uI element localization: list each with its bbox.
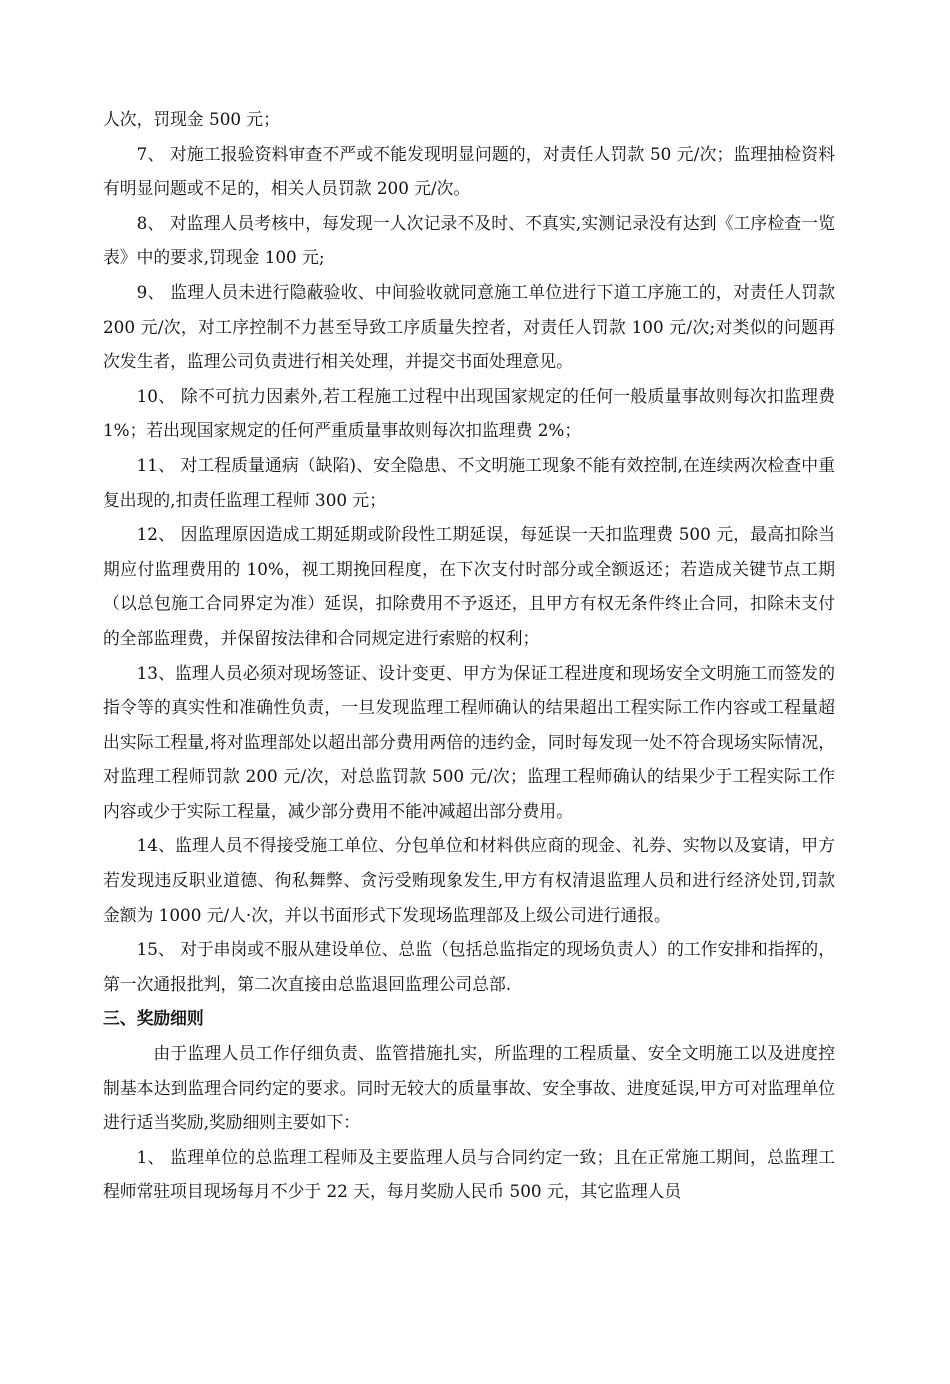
penalty-item-7: 7、 对施工报验资料审查不严或不能发现明显问题的，对责任人罚款 50 元/次；监理抽检资料有明显问题或不足的，相关人员罚款 200 元/次。	[103, 143, 835, 199]
penalty-item-10: 10、 除不可抗力因素外,若工程施工过程中出现国家规定的任何一般质量事故则每次扣监理费 1%；若出现国家规定的任何严重质量事故则每次扣监理费 2%；	[103, 385, 835, 441]
penalty-item-13: 13、监理人员必须对现场签证、设计变更、甲方为保证工程进度和现场安全文明施工而签发的指令等的真实性和准确性负责，一旦发现监理工程师确认的结果超出工程实际工作内容或工程量超出实际工程量,将对监理部处以超出部分费用两倍的违约金，同时每发现一处不符合现场实际情况，对监理工程师罚款 200 元/次，对总监罚款 500 元/次；监理工程师确认的结果少于工程实际工作内容或少于实际工程量，减少部分费用不能冲减超出部分费用。	[103, 662, 835, 821]
paragraph-continuation: 人次，罚现金 500 元；	[103, 109, 280, 129]
penalty-item-12: 12、 因监理原因造成工期延期或阶段性工期延误，每延误一天扣监理费 500 元，最高扣除当期应付监理费用的 10%，视工期挽回程度，在下次支付时部分或全额返还；若造成关键节点工期（以总包施工合同界定为准）延误，扣除费用不予返还，且甲方有权无条件终止合同，扣除未支付的全部监理费，并保留按法律和合同规定进行索赔的权利；	[103, 524, 835, 648]
rewards-intro: 由于监理人员工作仔细负责、监管措施扎实，所监理的工程质量、安全文明施工以及进度控制基本达到监理合同约定的要求。同时无较大的质量事故、安全事故、进度延误,甲方可对监理单位进行适当奖励,奖励细则主要如下：	[103, 1043, 835, 1133]
penalty-item-8: 8、 对监理人员考核中，每发现一人次记录不及时、不真实,实测记录没有达到《工序检查一览表》中的要求,罚现金 100 元;	[103, 212, 835, 268]
section-heading-rewards: 三、奖励细则	[103, 1008, 204, 1029]
penalty-item-11: 11、 对工程质量通病（缺陷)、安全隐患、不文明施工现象不能有效控制,在连续两次检查中重复出现的,扣责任监理工程师 300 元；	[103, 454, 835, 510]
penalty-item-15: 15、 对于串岗或不服从建设单位、总监（包括总监指定的现场负责人）的工作安排和指挥的，第一次通报批判，第二次直接由总监退回监理公司总部.	[103, 939, 835, 994]
penalty-item-14: 14、监理人员不得接受施工单位、分包单位和材料供应商的现金、礼券、实物以及宴请，甲方若发现违反职业道德、徇私舞弊、贪污受贿现象发生,甲方有权清退监理人员和进行经济处罚,罚款金额为 1000 元/人·次，并以书面形式下发现场监理部及上级公司进行通报。	[103, 835, 835, 925]
document-body	[103, 102, 835, 1209]
penalty-item-9: 9、 监理人员未进行隐蔽验收、中间验收就同意施工单位进行下道工序施工的，对责任人罚款 200 元/次，对工序控制不力甚至导致工序质量失控者，对责任人罚款 100 元/次;对类似的问题再次发生者，监理公司负责进行相关处理，并提交书面处理意见。	[103, 281, 835, 372]
reward-item-1: 1、 监理单位的总监理工程师及主要监理人员与合同约定一致；且在正常施工期间，总监理工程师常驻项目现场每月不少于 22 天，每月奖励人民币 500 元，其它监理人员	[103, 1146, 835, 1202]
